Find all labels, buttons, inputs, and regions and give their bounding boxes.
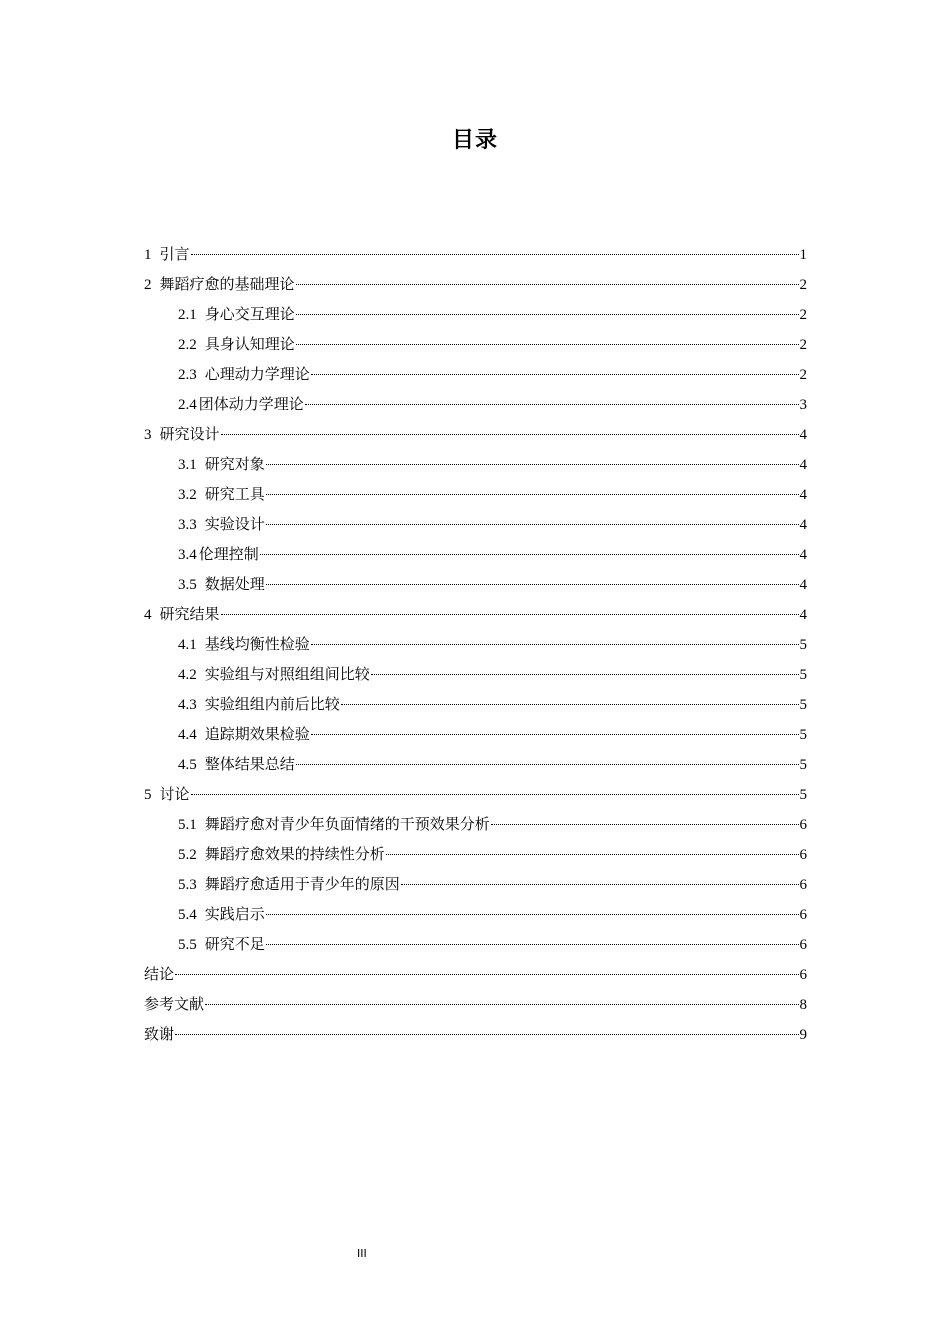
toc-entry[interactable]: [144, 360, 807, 390]
toc-entry[interactable]: [144, 1020, 807, 1050]
toc-entry-page-number: 5: [799, 757, 807, 773]
toc-entry-title: 参考文献: [144, 997, 205, 1013]
page-number: III: [357, 1247, 367, 1260]
toc-dot-leader: [371, 674, 799, 675]
toc-dot-leader: [266, 494, 799, 495]
toc-entry-page-number: 4: [799, 487, 807, 503]
toc-entry-page-number: 6: [799, 817, 807, 833]
toc-entry[interactable]: [144, 630, 807, 660]
page-title: 目录: [451, 128, 498, 153]
toc-dot-leader: [311, 644, 799, 645]
toc-entry[interactable]: [144, 990, 807, 1020]
toc-entry[interactable]: [144, 600, 807, 630]
toc-entry-page-number: 4: [799, 427, 807, 443]
toc-entry[interactable]: [144, 240, 807, 270]
toc-entry-title: 舞蹈疗愈效果的持续性分析: [204, 847, 385, 863]
toc-entry[interactable]: [144, 480, 807, 510]
toc-entry-page-number: 2: [799, 277, 807, 293]
toc-entry-page-number: 4: [799, 607, 807, 623]
toc-entry[interactable]: [144, 900, 807, 930]
toc-entry[interactable]: [144, 750, 807, 780]
toc-entry-title: 数据处理: [204, 577, 265, 593]
toc-dot-leader: [296, 314, 799, 315]
toc-dot-leader: [266, 524, 799, 525]
toc-dot-leader: [266, 944, 799, 945]
toc-entry-number: 5.5: [178, 937, 197, 953]
toc-dot-leader: [386, 854, 799, 855]
toc-entry-number: 5.2: [178, 847, 197, 863]
toc-entry[interactable]: [144, 660, 807, 690]
toc-entry-number: 4.2: [178, 667, 197, 683]
toc-entry-title: 具身认知理论: [204, 337, 295, 353]
toc-dot-leader: [205, 1004, 798, 1005]
toc-entry-title: 伦理控制: [198, 547, 259, 563]
toc-entry-page-number: 2: [799, 367, 807, 383]
toc-entry[interactable]: [144, 930, 807, 960]
toc-dot-leader: [296, 344, 799, 345]
toc-entry[interactable]: [144, 870, 807, 900]
toc-entry-page-number: 9: [799, 1027, 807, 1043]
toc-entry-number: 2.2: [178, 337, 197, 353]
toc-dot-leader: [491, 824, 799, 825]
toc-entry-title: 研究结果: [159, 607, 220, 623]
toc-entry-page-number: 5: [799, 727, 807, 743]
toc-entry-number: 5.3: [178, 877, 197, 893]
toc-entry-title: 基线均衡性检验: [204, 637, 310, 653]
toc-entry-title: 身心交互理论: [204, 307, 295, 323]
toc-dot-leader: [175, 1034, 798, 1035]
toc-entry-page-number: 2: [799, 307, 807, 323]
toc-entry-page-number: 4: [799, 577, 807, 593]
toc-entry-title: 研究对象: [204, 457, 265, 473]
toc-entry[interactable]: [144, 450, 807, 480]
toc-entry[interactable]: [144, 810, 807, 840]
toc-entry-title: 结论: [144, 967, 175, 983]
toc-entry-page-number: 8: [799, 997, 807, 1013]
toc-entry-page-number: 1: [799, 247, 807, 263]
toc-entry-page-number: 3: [799, 397, 807, 413]
toc-dot-leader: [311, 734, 799, 735]
toc-entry-page-number: 5: [799, 697, 807, 713]
toc-entry[interactable]: [144, 270, 807, 300]
toc-entry-page-number: 2: [799, 337, 807, 353]
toc-entry[interactable]: [144, 720, 807, 750]
toc-entry-page-number: 6: [799, 937, 807, 953]
toc-dot-leader: [191, 254, 799, 255]
toc-entry[interactable]: [144, 390, 807, 420]
toc-entry-number: 5: [144, 787, 152, 803]
toc-dot-leader: [175, 974, 798, 975]
toc-entry[interactable]: [144, 570, 807, 600]
toc-dot-leader: [266, 914, 799, 915]
toc-entry[interactable]: [144, 510, 807, 540]
toc-entry-number: 5.4: [178, 907, 197, 923]
toc-entry-title: 实验设计: [204, 517, 265, 533]
toc-entry-page-number: 6: [799, 967, 807, 983]
toc-entry-title: 追踪期效果检验: [204, 727, 310, 743]
toc-entry-number: 2: [144, 277, 152, 293]
toc-entry-page-number: 5: [799, 787, 807, 803]
toc-entry-number: 5.1: [178, 817, 197, 833]
toc-entry-number: 4.1: [178, 637, 197, 653]
toc-entry-number: 1: [144, 247, 152, 263]
toc-entry[interactable]: [144, 540, 807, 570]
toc-entry[interactable]: [144, 960, 807, 990]
toc-entry-title: 实验组组内前后比较: [204, 697, 340, 713]
toc-entry[interactable]: [144, 300, 807, 330]
toc-entry-page-number: 4: [799, 517, 807, 533]
toc-dot-leader: [305, 404, 799, 405]
toc-entry-number: 3.3: [178, 517, 197, 533]
toc-entry-number: 4.3: [178, 697, 197, 713]
toc-entry-number: 4.4: [178, 727, 197, 743]
toc-dot-leader: [221, 614, 799, 615]
toc-entry-title: 团体动力学理论: [198, 397, 304, 413]
toc-entry[interactable]: [144, 780, 807, 810]
toc-entry-title: 致谢: [144, 1027, 175, 1043]
toc-entry-number: 2.1: [178, 307, 197, 323]
toc-dot-leader: [221, 434, 799, 435]
toc-entry-number: 2.4: [178, 397, 197, 413]
toc-entry-page-number: 6: [799, 847, 807, 863]
toc-entry-title: 引言: [159, 247, 190, 263]
toc-entry-title: 实验组与对照组组间比较: [204, 667, 370, 683]
toc-dot-leader: [260, 554, 799, 555]
toc-entry-title: 心理动力学理论: [204, 367, 310, 383]
toc-entry-title: 实践启示: [204, 907, 265, 923]
toc-dot-leader: [191, 794, 799, 795]
toc-entry[interactable]: [144, 690, 807, 720]
toc-entry-number: 4.5: [178, 757, 197, 773]
toc-entry-title: 舞蹈疗愈的基础理论: [159, 277, 295, 293]
toc-dot-leader: [341, 704, 799, 705]
toc-entry-number: 3.4: [178, 547, 197, 563]
toc-entry-title: 舞蹈疗愈适用于青少年的原因: [204, 877, 400, 893]
toc-entry-page-number: 6: [799, 877, 807, 893]
toc-dot-leader: [266, 464, 799, 465]
toc-entry-title: 舞蹈疗愈对青少年负面情绪的干预效果分析: [204, 817, 490, 833]
toc-dot-leader: [311, 374, 799, 375]
toc-dot-leader: [401, 884, 799, 885]
toc-entry-number: 3.2: [178, 487, 197, 503]
toc-dot-leader: [266, 584, 799, 585]
toc-dot-leader: [296, 764, 799, 765]
toc-entry[interactable]: [144, 840, 807, 870]
toc-entry-number: 4: [144, 607, 152, 623]
toc-entry-title: 整体结果总结: [204, 757, 295, 773]
toc-entry-title: 研究工具: [204, 487, 265, 503]
toc-entry-title: 研究不足: [204, 937, 265, 953]
toc-entry[interactable]: [144, 330, 807, 360]
toc-entry-page-number: 6: [799, 907, 807, 923]
toc-dot-leader: [296, 284, 799, 285]
table-of-contents: [144, 240, 807, 1050]
toc-entry-page-number: 5: [799, 667, 807, 683]
toc-entry-number: 3.5: [178, 577, 197, 593]
toc-entry-page-number: 4: [799, 547, 807, 563]
toc-entry-title: 讨论: [159, 787, 190, 803]
toc-entry-number: 3: [144, 427, 152, 443]
toc-entry-title: 研究设计: [159, 427, 220, 443]
toc-entry-page-number: 5: [799, 637, 807, 653]
toc-entry-page-number: 4: [799, 457, 807, 473]
toc-entry-number: 3.1: [178, 457, 197, 473]
toc-entry-number: 2.3: [178, 367, 197, 383]
toc-entry[interactable]: [144, 420, 807, 450]
